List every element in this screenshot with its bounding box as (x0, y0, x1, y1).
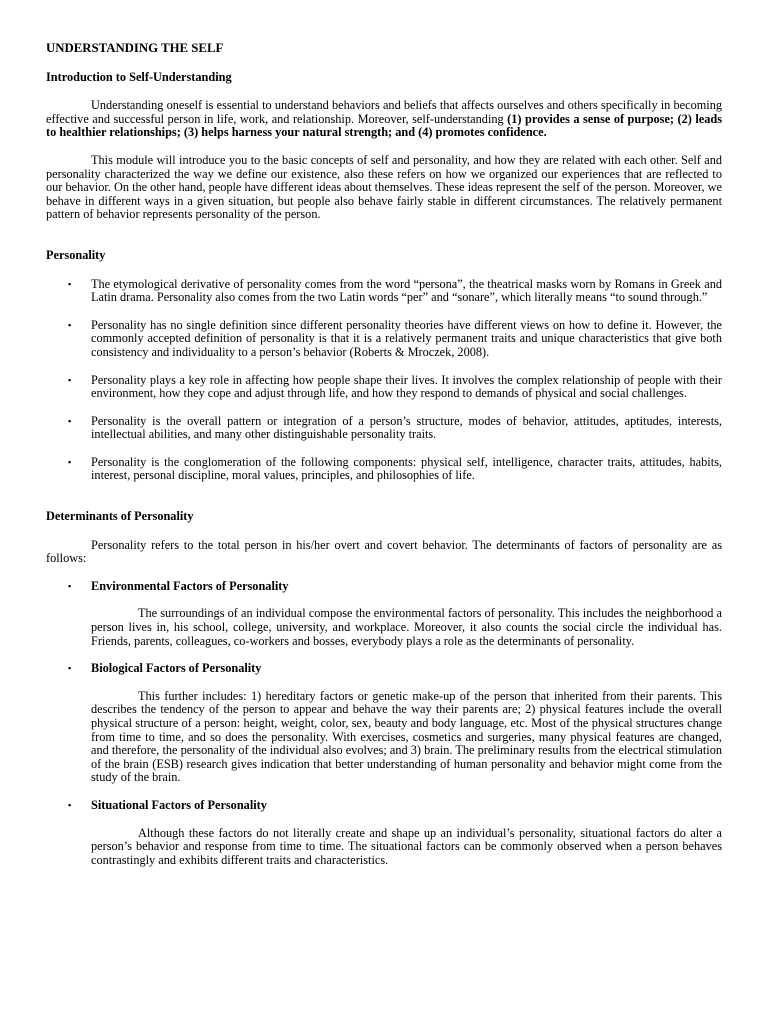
determinants-list (46, 580, 722, 594)
environmental-text: The surroundings of an individual compose the environmental factors of personality. This includes the neighborhood a person lives in, his school, college, university, and workplace. Moreover, it also counts the social circle the individual has. Friends, parents, colleagues, co-workers and bosses, everybody plays a role as the determinants of personality. (91, 606, 722, 648)
determinants-list-3 (46, 799, 722, 813)
list-item (46, 456, 722, 483)
intro-heading: Introduction to Self-Understanding (46, 69, 232, 84)
bullet-square-icon: ▪ (68, 374, 72, 385)
situational-body (46, 827, 722, 868)
bullet-text: Personality is the overall pattern or integration of a person’s structure, modes of behavior, attitudes, aptitudes, interests, intellectual abilities, and many other distinguishable personality traits. (91, 413, 722, 442)
environmental-heading: Environmental Factors of Personality (91, 578, 289, 593)
list-item (46, 580, 722, 594)
determinants-heading: Determinants of Personality (46, 509, 194, 524)
bullet-text: Personality has no single definition since different personality theories have different views on how to define it. However, the commonly accepted definition of personality is that it is a relatively permanent traits and unique characteristics that give both consistency and individuality to a person’s behavior (Roberts & Mroczek, 2008). (91, 317, 722, 359)
list-item (46, 415, 722, 442)
personality-bullet-list (46, 278, 722, 484)
document-title: UNDERSTANDING THE SELF (46, 41, 224, 55)
bullet-text: Personality plays a key role in affecting how people shape their lives. It involves the complex relationship of people with their environment, how they cope and adjust through life, and how they respond to demands of physical and social challenges. (91, 372, 722, 401)
bullet-square-icon: ▪ (68, 278, 72, 289)
biological-body (46, 690, 722, 785)
personality-heading: Personality (46, 247, 106, 262)
determinants-intro: Personality refers to the total person in his/her overt and covert behavior. The determinants of factors of personality are as follows: (46, 537, 722, 566)
environmental-body (46, 607, 722, 648)
biological-text: This further includes: 1) hereditary factors or genetic make-up of the person that inherited from their parents. This describes the tendency of the person to appear and behave the way their parents are; 2) physical features include the overall physical structure of a person: height, weight, color, sex, beauty and body language, etc. Most of the physical structures change from time to time, and so does the personality. With exercises, cosmetics and surgeries, many physical features are changed, and therefore, the personality of the individual also evolves; and 3) brain. The preliminary results from the electrical stimulation of the brain (ESB) research gives indication that better understanding of human personality and behavior might come from the study of the brain. (91, 688, 722, 785)
bullet-square-icon: ▪ (68, 580, 72, 591)
biological-heading: Biological Factors of Personality (91, 661, 262, 676)
bullet-square-icon: ▪ (68, 415, 72, 426)
intro-paragraph-2: This module will introduce you to the basic concepts of self and personality, and how they are related with each other. Self and personality characterized the way we define our existence, also these refers on how we organized our experiences that are reflected to our behavior. On the other hand, people have different ideas about themselves. These ideas represent the self of the person. Moreover, we behave in different ways in a given situation, but people also behave fairly stable in different circumstances. The relatively permanent pattern of behavior represents personality of the person. (46, 152, 722, 222)
intro-paragraph-1-text: Understanding oneself is essential to understand behaviors and beliefs that affects ourselves and others specifically in becoming effective and successful person in life, work, and relationship. Moreover, self-understanding (46, 98, 722, 126)
bullet-square-icon: ▪ (68, 456, 72, 467)
bullet-text: The etymological derivative of personality comes from the word “persona”, the theatrical masks worn by Romans in Greek and Latin drama. Personality also comes from the two Latin words “per” and “sonare”, which literally means “to sound through.” (91, 276, 722, 305)
situational-text: Although these factors do not literally create and shape up an individual’s personality, situational factors do alter a person’s behavior and response from time to time. The situational factors can be commonly observed when a person behaves contrastingly and exhibits different traits and characteristics. (91, 825, 722, 867)
list-item (46, 278, 722, 305)
intro-paragraph-1 (46, 99, 722, 140)
list-item (46, 799, 722, 813)
list-item (46, 662, 722, 676)
bullet-square-icon: ▪ (68, 663, 72, 674)
bullet-square-icon: ▪ (68, 319, 72, 330)
list-item (46, 319, 722, 360)
situational-heading: Situational Factors of Personality (91, 797, 267, 812)
determinants-list-2 (46, 662, 722, 676)
bullet-text: Personality is the conglomeration of the following components: physical self, intelligence, character traits, attitudes, habits, interest, personal discipline, moral values, principles, and philosophies of life. (91, 454, 722, 483)
bullet-square-icon: ▪ (68, 799, 72, 810)
list-item (46, 374, 722, 401)
intro-paragraph-1-bold: (1) provides a sense of purpose; (2) leads to healthier relationships; (3) helps harness your natural strength; and (4) promotes confidence. (46, 111, 722, 140)
